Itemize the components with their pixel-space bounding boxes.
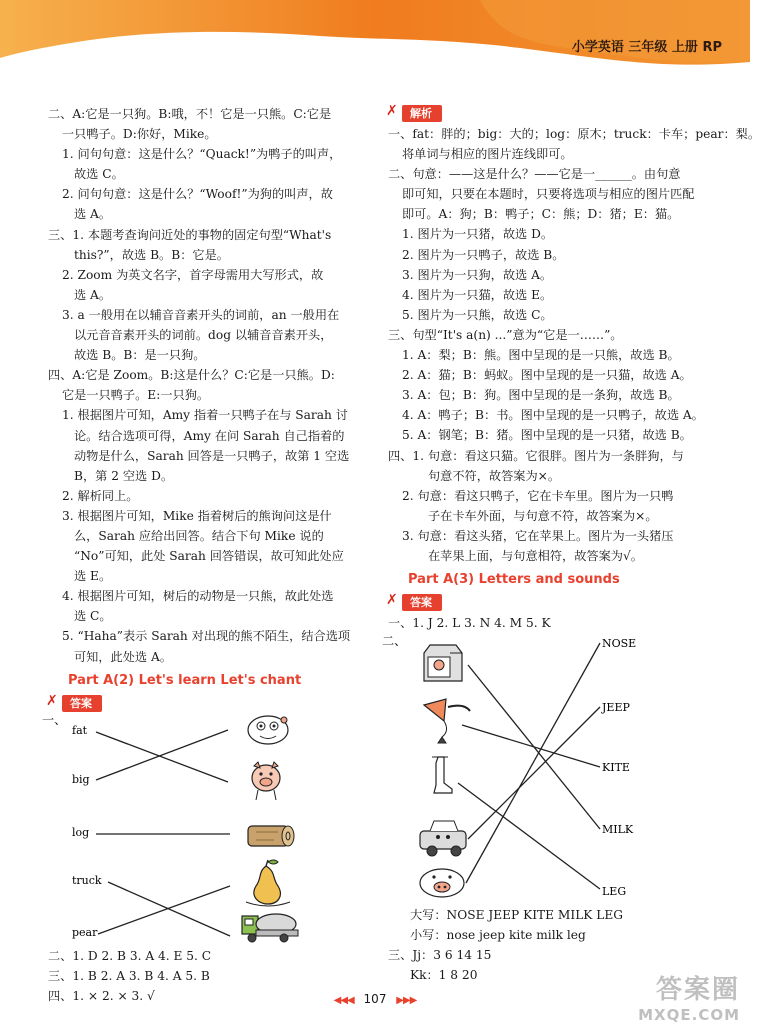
text-line: 二、句意：——这是什么？——它是一______。由句意	[388, 167, 681, 182]
uppercase-answer: 大写：NOSE JEEP KITE MILK LEG	[410, 908, 624, 923]
matching-diagram-2	[382, 633, 688, 905]
jeep-picture	[420, 821, 466, 856]
text-line: 四、1. 句意：看这只猫。它很胖。图片为一条胖狗，与	[388, 448, 684, 463]
text-line: 动物是什么，Sarah 回答是一只鸭子，故第 1 空选	[74, 448, 350, 463]
text-line: 3. 句意：看这头猪，它在苹果上。图片为一头猪压	[402, 528, 674, 543]
scribble-icon: ✗	[46, 692, 58, 709]
text-line: 2. Zoom 为英文名字，首字母需用大写形式，故	[62, 267, 324, 282]
left-column	[42, 104, 370, 1006]
matching-exercise	[42, 712, 370, 946]
part-title-a2: Part A(2) Let's learn Let's chant	[68, 672, 302, 688]
text-line: 3. 根据图片可知，Mike 指着树后的熊询问这是什	[62, 508, 332, 523]
answer-line: 一、1. J 2. L 3. N 4. M 5. K	[388, 616, 551, 631]
text-line: 3. 图片为一只狗，故选 A。	[402, 267, 553, 282]
next-arrows-icon: ▶▶▶	[396, 995, 417, 1006]
word-milk: MILK	[602, 823, 634, 837]
text-line: 可知，此处选 A。	[74, 649, 172, 664]
text-line: 5. A：钢笔；B：猪。图中呈现的是一只猪，故选 B。	[402, 428, 692, 443]
text-line: 2. A：猫；B：蚂蚁。图中呈现的是一只猫，故选 A。	[402, 368, 692, 383]
kite-picture	[424, 699, 470, 743]
text-line: 2. 图片为一只鸭子，故选 B。	[402, 247, 565, 262]
scribble-icon: ✗	[386, 103, 398, 119]
text-line: 4. 图片为一只猫，故选 E。	[402, 287, 553, 302]
text-line: 一只鸭子。D:你好，Mike。	[62, 127, 217, 142]
fat-animal-picture	[248, 716, 288, 744]
analysis-tag	[386, 103, 442, 122]
match-line	[108, 882, 230, 936]
text-line: 选 C。	[74, 609, 112, 624]
watermark	[638, 969, 740, 1024]
matching-exercise-2	[382, 633, 688, 905]
part-title-a3: Part A(3) Letters and sounds	[408, 572, 620, 588]
page-number: 107	[363, 992, 387, 1006]
text-line: 一、fat：胖的；big：大的；log：原木；truck：卡车；pear：梨。	[388, 127, 760, 141]
text-line: 1. 根据图片可知，Amy 指着一只鸭子在与 Sarah 讨	[62, 408, 348, 423]
answer-tag	[46, 692, 102, 712]
text-line: 4. A：鸭子；B：书。图中呈现的是一只鸭子，故选 A。	[402, 408, 704, 423]
text-line: this?”，故选 B。B：它是。	[74, 247, 229, 262]
text-line: 选 A。	[74, 287, 112, 302]
word-pear: pear	[72, 925, 98, 939]
scribble-icon: ✗	[386, 592, 398, 609]
text-line: 5. 图片为一只熊，故选 C。	[402, 307, 553, 322]
match-line	[468, 707, 600, 839]
text-line: 故选 C。	[74, 167, 124, 182]
word-log: log	[72, 825, 90, 839]
word-big: big	[72, 772, 90, 786]
answer-line: 四、1. × 2. × 3. √	[48, 988, 155, 1003]
text-line: 1. 问句句意：这是什么？“Quack!”为鸭子的叫声，	[62, 147, 342, 162]
text-line: 3. a 一般用在以辅音音素开头的词前，an 一般用在	[62, 307, 340, 322]
text-line: 1. A：梨；B：熊。图中呈现的是一只熊，故选 B。	[402, 348, 680, 363]
truck-picture	[242, 914, 298, 942]
text-line: 4. 根据图片可知，树后的动物是一只熊，故此处选	[62, 589, 334, 604]
text-line: 句意不符，故答案为×。	[428, 468, 561, 483]
word-leg: LEG	[602, 885, 627, 899]
text-line: 四、A:它是 Zoom。B:这是什么？C:它是一只熊。D:	[48, 368, 335, 383]
pig-picture	[252, 762, 280, 800]
text-line: 即可。A：狗；B：鸭子；C：熊；D：猪；E：猫。	[402, 207, 680, 222]
milk-picture	[424, 645, 462, 681]
nose-picture	[420, 869, 464, 897]
matching-diagram	[42, 712, 370, 946]
match-line	[458, 783, 600, 889]
answer-tag-label: 答案	[70, 696, 92, 710]
lowercase-answer: 小写：nose jeep kite milk leg	[410, 928, 586, 943]
leg-picture	[432, 757, 452, 793]
text-line: 论。结合选项可得，Amy 在问 Sarah 自己指着的	[74, 428, 345, 443]
word-kite: KITE	[602, 761, 630, 775]
text-line: 5. “Haha”表示 Sarah 对出现的熊不陌生，结合选项	[62, 629, 351, 644]
text-line: 1. 图片为一只猪，故选 D。	[402, 227, 554, 242]
match-line	[96, 730, 228, 780]
answer-line: 二、1. D 2. B 3. A 4. E 5. C	[48, 948, 212, 963]
word-jeep: JEEP	[602, 701, 630, 715]
text-line: “No”可知，此处 Sarah 回答错误，故可知此处应	[74, 549, 344, 564]
word-truck: truck	[72, 873, 102, 887]
series-label: 小学英语 三年级 上册 RP	[571, 40, 722, 55]
text-line: 故选 B。B：是一只狗。	[74, 348, 206, 363]
analysis-tag-label: 解析	[410, 107, 432, 120]
left-answers	[48, 104, 370, 667]
log-picture	[248, 826, 294, 846]
text-line: 2. 解析同上。	[62, 488, 139, 503]
text-line: 二、A:它是一只狗。B:哦，不！它是一只熊。C:它是	[48, 107, 332, 121]
text-line: 选 A。	[74, 207, 112, 222]
match-prefix: 二、	[382, 634, 407, 649]
answer-tag-label: 答案	[410, 596, 432, 610]
text-line: 三、句型“It's a(n) ...”意为“它是一……”。	[388, 327, 623, 342]
jj-answer: 三、Jj：3 6 14 15	[388, 948, 492, 963]
match-line	[96, 732, 228, 782]
text-line: 3. A：包；B：狗。图中呈现的是一条狗，故选 B。	[402, 388, 680, 403]
prev-arrows-icon: ◀◀◀	[333, 995, 354, 1006]
text-line: 在苹果上面，与句意相符，故答案为√。	[428, 548, 643, 563]
word-nose: NOSE	[602, 637, 637, 651]
text-line: 2. 句意：看这只鸭子，它在卡车里。图片为一只鸭	[402, 488, 674, 503]
text-line: 选 E。	[74, 569, 112, 584]
text-line: 三、1. 本题考查询问近处的事物的固定句型“What's	[48, 227, 332, 242]
analysis-text	[388, 124, 760, 566]
text-line: 子在卡车外面，与句意不符，故答案为×。	[428, 508, 658, 523]
match-line	[462, 725, 600, 767]
answer-line: 三、1. B 2. A 3. B 4. A 5. B	[48, 968, 210, 983]
text-line: 将单词与相应的图片连线即可。	[402, 147, 573, 162]
match-prefix: 一、	[42, 712, 67, 727]
text-line: 即可知，只要在本题时，只要将选项与相应的图片匹配	[402, 187, 695, 202]
watermark-logo-text: 答案圈	[655, 975, 740, 1005]
kk-answer: Kk：1 8 20	[410, 968, 478, 983]
word-fat: fat	[72, 723, 88, 737]
answer-tag	[386, 592, 442, 611]
watermark-url: MXQE.COM	[638, 1006, 740, 1024]
right-column	[382, 103, 760, 986]
match-line	[466, 643, 600, 883]
text-line: 以元音音素开头的词前。dog 以辅音音素开头，	[74, 328, 333, 343]
text-line: B，第 2 空选 D。	[74, 468, 174, 483]
text-line: 2. 问句句意：这是什么？“Woof!”为狗的叫声，故	[62, 187, 333, 202]
text-line: 么，Sarah 应给出回答。结合下句 Mike 说的	[74, 528, 324, 543]
pear-picture	[246, 860, 290, 906]
text-line: 它是一只鸭子。E:一只狗。	[62, 388, 210, 403]
